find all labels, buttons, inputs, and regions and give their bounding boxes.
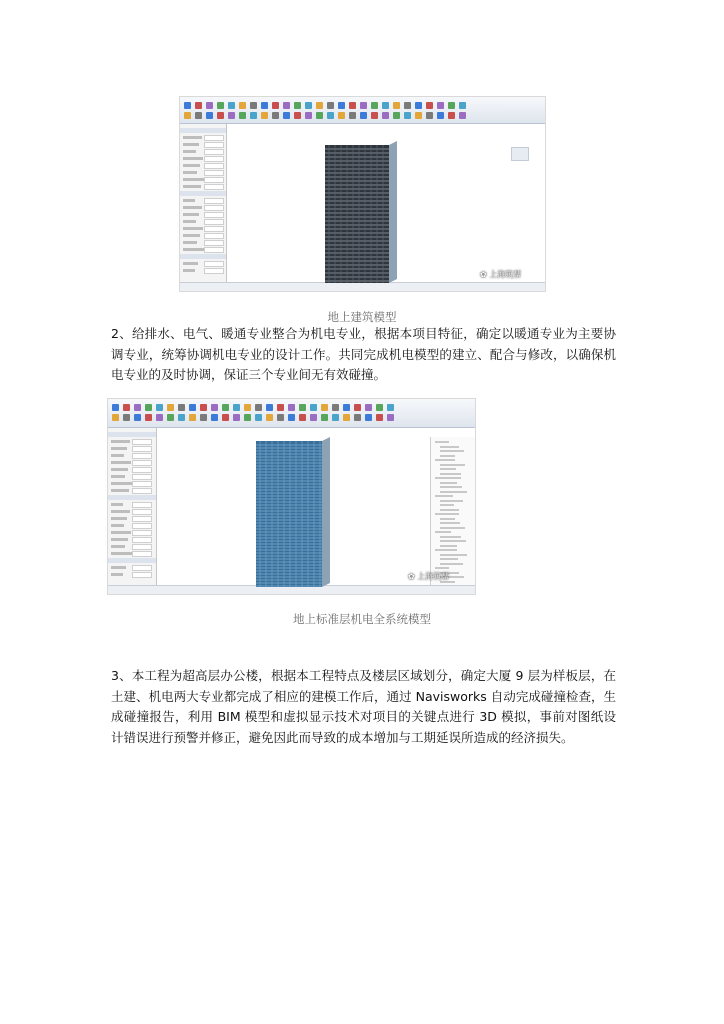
toolbar-tool-icon[interactable]: [321, 414, 328, 421]
property-group-header: [180, 191, 226, 196]
toolbar-tool-icon[interactable]: [415, 112, 422, 119]
property-group-header: [108, 432, 156, 437]
property-label: [111, 475, 125, 478]
toolbar-tool-icon[interactable]: [327, 102, 334, 109]
toolbar-tool-icon[interactable]: [316, 102, 323, 109]
property-value-field[interactable]: [204, 212, 224, 218]
property-value-field[interactable]: [132, 516, 152, 522]
toolbar-tool-icon[interactable]: [167, 414, 174, 421]
browser-tree-item[interactable]: [435, 477, 461, 479]
toolbar-tool-icon[interactable]: [376, 414, 383, 421]
toolbar-tool-icon[interactable]: [277, 414, 284, 421]
browser-tree-item[interactable]: [435, 459, 455, 461]
toolbar-tool-icon[interactable]: [316, 112, 323, 119]
toolbar-tool-icon[interactable]: [277, 404, 284, 411]
property-group-header: [108, 558, 156, 563]
toolbar-tool-icon[interactable]: [156, 414, 163, 421]
property-label: [111, 517, 127, 520]
toolbar-tool-icon[interactable]: [222, 414, 229, 421]
toolbar-tool-icon[interactable]: [437, 102, 444, 109]
toolbar-tool-icon[interactable]: [365, 404, 372, 411]
browser-tree-item[interactable]: [440, 464, 465, 466]
toolbar-tool-icon[interactable]: [321, 404, 328, 411]
property-value-field[interactable]: [204, 261, 224, 267]
property-label: [111, 531, 131, 534]
browser-tree-item[interactable]: [440, 486, 462, 488]
property-label: [183, 185, 201, 188]
property-value-field[interactable]: [132, 544, 152, 550]
toolbar-tool-icon[interactable]: [459, 112, 466, 119]
toolbar-tool-icon[interactable]: [123, 414, 130, 421]
property-value-field[interactable]: [132, 523, 152, 529]
property-label: [183, 150, 196, 153]
toolbar-tool-icon[interactable]: [288, 414, 295, 421]
toolbar-tool-icon[interactable]: [195, 112, 202, 119]
toolbar-tool-icon[interactable]: [310, 404, 317, 411]
property-label: [183, 136, 202, 139]
toolbar-tool-icon[interactable]: [426, 102, 433, 109]
toolbar-tool-icon[interactable]: [189, 404, 196, 411]
toolbar-tool-icon[interactable]: [354, 404, 361, 411]
toolbar-tool-icon[interactable]: [332, 414, 339, 421]
property-label: [111, 454, 124, 457]
toolbar-tool-icon[interactable]: [343, 414, 350, 421]
property-label: [111, 461, 131, 464]
property-label: [183, 269, 195, 272]
property-value-field[interactable]: [132, 509, 152, 515]
toolbar-tool-icon[interactable]: [272, 112, 279, 119]
toolbar-tool-icon[interactable]: [145, 414, 152, 421]
browser-tree-item[interactable]: [435, 513, 459, 515]
paragraph: 3、本工程为超高层办公楼，根据本工程特点及楼层区域划分，确定大厦 9 层为样板层，在土建、机电两大专业都完成了相应的建模工作后，通过 Navisworks 自动完成碰撞检查，生成碰撞报告，利用 BIM 模型和虚拟显示技术对项目的关键点进行 3D 模拟，事前对图纸设计错误进行预警并修正，避免因此而导致的成本增加与工期延误所造成的经济损失。: [111, 668, 616, 745]
property-value-field[interactable]: [204, 177, 224, 183]
property-label: [111, 489, 129, 492]
toolbar-tool-icon[interactable]: [250, 102, 257, 109]
property-label: [111, 447, 127, 450]
status-bar: [180, 282, 545, 291]
toolbar-tool-icon[interactable]: [305, 102, 312, 109]
browser-tree-item[interactable]: [435, 441, 449, 443]
property-value-field[interactable]: [132, 551, 152, 557]
properties-panel: [108, 428, 157, 586]
browser-tree-item[interactable]: [440, 558, 458, 560]
property-value-field[interactable]: [132, 488, 152, 494]
toolbar-tool-icon[interactable]: [112, 414, 119, 421]
toolbar-tool-icon[interactable]: [178, 414, 185, 421]
toolbar-tool-icon[interactable]: [338, 112, 345, 119]
toolbar-tool-icon[interactable]: [217, 102, 224, 109]
toolbar-tool-icon[interactable]: [283, 112, 290, 119]
property-label: [183, 227, 203, 230]
property-label: [183, 234, 200, 237]
property-label: [183, 164, 200, 167]
toolbar-tool-icon[interactable]: [448, 102, 455, 109]
property-group-header: [108, 495, 156, 500]
browser-tree-item[interactable]: [440, 509, 459, 511]
toolbar-tool-icon[interactable]: [250, 112, 257, 119]
property-label: [111, 573, 123, 576]
toolbar-tool-icon[interactable]: [437, 112, 444, 119]
toolbar-tool-icon[interactable]: [349, 102, 356, 109]
property-value-field[interactable]: [204, 184, 224, 190]
toolbar-tool-icon[interactable]: [233, 404, 240, 411]
toolbar-tool-icon[interactable]: [371, 102, 378, 109]
toolbar-tool-icon[interactable]: [299, 414, 306, 421]
toolbar-tool-icon[interactable]: [184, 102, 191, 109]
watermark: ✿ 上海筑帮: [480, 270, 522, 279]
toolbar-tool-icon[interactable]: [211, 414, 218, 421]
toolbar-tool-icon[interactable]: [217, 112, 224, 119]
building-tower-model: [256, 437, 330, 587]
view-cube-icon: [511, 147, 529, 161]
toolbar-tool-icon[interactable]: [244, 414, 251, 421]
browser-tree-item[interactable]: [440, 518, 455, 520]
toolbar-tool-icon[interactable]: [266, 404, 273, 411]
property-value-field[interactable]: [132, 467, 152, 473]
software-ribbon-toolbar: [180, 97, 545, 124]
property-label: [111, 538, 128, 541]
property-label: [111, 503, 123, 506]
toolbar-tool-icon[interactable]: [426, 112, 433, 119]
property-value-field[interactable]: [204, 156, 224, 162]
property-value-field[interactable]: [204, 135, 224, 141]
property-label: [183, 143, 199, 146]
toolbar-tool-icon[interactable]: [360, 102, 367, 109]
toolbar-tool-icon[interactable]: [393, 102, 400, 109]
toolbar-tool-icon[interactable]: [404, 112, 411, 119]
property-value-field[interactable]: [132, 530, 152, 536]
toolbar-tool-icon[interactable]: [206, 112, 213, 119]
property-label: [111, 482, 132, 485]
browser-tree-item[interactable]: [440, 504, 454, 506]
toolbar-tool-icon[interactable]: [228, 112, 235, 119]
browser-tree-item[interactable]: [440, 554, 467, 556]
toolbar-tool-icon[interactable]: [371, 112, 378, 119]
toolbar-tool-icon[interactable]: [200, 404, 207, 411]
property-value-field[interactable]: [132, 453, 152, 459]
figure-architecture-model-screenshot: [179, 96, 546, 292]
toolbar-tool-icon[interactable]: [448, 112, 455, 119]
browser-tree-item[interactable]: [440, 545, 457, 547]
property-label: [183, 171, 197, 174]
browser-tree-item[interactable]: [440, 450, 464, 452]
toolbar-tool-icon[interactable]: [206, 102, 213, 109]
property-value-field[interactable]: [132, 474, 152, 480]
property-value-field[interactable]: [204, 226, 224, 232]
browser-tree-item[interactable]: [435, 495, 453, 497]
toolbar-tool-icon[interactable]: [134, 404, 141, 411]
property-value-field[interactable]: [132, 439, 152, 445]
property-label: [111, 510, 130, 513]
toolbar-tool-icon[interactable]: [376, 404, 383, 411]
toolbar-tool-icon[interactable]: [393, 112, 400, 119]
toolbar-tool-icon[interactable]: [294, 112, 301, 119]
browser-tree-item[interactable]: [440, 468, 456, 470]
toolbar-tool-icon[interactable]: [266, 414, 273, 421]
properties-panel: [180, 124, 227, 283]
property-label: [111, 545, 125, 548]
toolbar-tool-icon[interactable]: [184, 112, 191, 119]
toolbar-tool-icon[interactable]: [123, 404, 130, 411]
toolbar-tool-icon[interactable]: [200, 414, 207, 421]
property-label: [183, 178, 204, 181]
toolbar-tool-icon[interactable]: [272, 102, 279, 109]
paragraph: 2、给排水、电气、暖通专业整合为机电专业，根据本项目特征，确定以暖通专业为主要协调专业，统筹协调机电专业的设计工作。共同完成机电模型的建立、配合与修改，以确保机电专业的及时协调，保证三个专业间无有效碰撞。: [111, 326, 616, 382]
toolbar-tool-icon[interactable]: [228, 102, 235, 109]
browser-tree-item[interactable]: [435, 549, 457, 551]
toolbar-tool-icon[interactable]: [404, 102, 411, 109]
browser-tree-item[interactable]: [440, 522, 460, 524]
property-value-field[interactable]: [132, 537, 152, 543]
property-value-field[interactable]: [204, 268, 224, 274]
browser-tree-item[interactable]: [440, 527, 465, 529]
property-label: [111, 468, 128, 471]
browser-tree-item[interactable]: [440, 540, 466, 542]
watermark-logo-icon: ✿: [408, 572, 418, 581]
property-value-field[interactable]: [132, 565, 152, 571]
toolbar-tool-icon[interactable]: [244, 404, 251, 411]
toolbar-tool-icon[interactable]: [288, 404, 295, 411]
property-value-field[interactable]: [204, 247, 224, 253]
property-value-field[interactable]: [132, 572, 152, 578]
toolbar-tool-icon[interactable]: [360, 112, 367, 119]
toolbar-tool-icon[interactable]: [283, 102, 290, 109]
property-label: [111, 552, 132, 555]
software-ribbon-toolbar: [108, 399, 475, 428]
property-group-header: [180, 254, 226, 259]
property-label: [183, 206, 202, 209]
toolbar-tool-icon[interactable]: [211, 404, 218, 411]
browser-tree-item[interactable]: [435, 531, 451, 533]
toolbar-tool-icon[interactable]: [387, 404, 394, 411]
toolbar-tool-icon[interactable]: [332, 404, 339, 411]
property-value-field[interactable]: [204, 219, 224, 225]
property-label: [111, 566, 126, 569]
figure-caption: 地上标准层机电全系统模型: [293, 612, 431, 626]
property-value-field[interactable]: [204, 142, 224, 148]
toolbar-tool-icon[interactable]: [415, 102, 422, 109]
browser-tree-item[interactable]: [440, 563, 463, 565]
property-value-field[interactable]: [204, 149, 224, 155]
property-value-field[interactable]: [132, 460, 152, 466]
toolbar-tool-icon[interactable]: [261, 102, 268, 109]
toolbar-tool-icon[interactable]: [365, 414, 372, 421]
toolbar-tool-icon[interactable]: [178, 404, 185, 411]
property-label: [183, 199, 195, 202]
watermark: ✿ 上海筑帮: [408, 572, 450, 581]
toolbar-tool-icon[interactable]: [261, 112, 268, 119]
toolbar-tool-icon[interactable]: [222, 404, 229, 411]
browser-tree-item[interactable]: [440, 473, 461, 475]
toolbar-tool-icon[interactable]: [112, 404, 119, 411]
browser-tree-item[interactable]: [440, 482, 457, 484]
browser-tree-item[interactable]: [440, 500, 463, 502]
toolbar-tool-icon[interactable]: [195, 102, 202, 109]
toolbar-tool-icon[interactable]: [299, 404, 306, 411]
toolbar-tool-icon[interactable]: [255, 414, 262, 421]
property-value-field[interactable]: [132, 481, 152, 487]
property-label: [183, 213, 199, 216]
toolbar-tool-icon[interactable]: [310, 414, 317, 421]
toolbar-tool-icon[interactable]: [134, 414, 141, 421]
browser-tree-item[interactable]: [440, 491, 467, 493]
figure-mep-model-screenshot: [107, 398, 476, 595]
project-browser-panel: [430, 437, 475, 586]
property-value-field[interactable]: [204, 205, 224, 211]
property-value-field[interactable]: [204, 170, 224, 176]
property-group-header: [180, 128, 226, 133]
browser-tree-item[interactable]: [440, 455, 455, 457]
property-value-field[interactable]: [204, 163, 224, 169]
toolbar-tool-icon[interactable]: [387, 414, 394, 421]
property-value-field[interactable]: [132, 446, 152, 452]
building-tower-model: [325, 141, 397, 283]
watermark-logo-icon: ✿: [480, 270, 490, 279]
toolbar-tool-icon[interactable]: [305, 112, 312, 119]
browser-tree-item[interactable]: [440, 446, 459, 448]
toolbar-tool-icon[interactable]: [349, 112, 356, 119]
toolbar-tool-icon[interactable]: [239, 112, 246, 119]
toolbar-tool-icon[interactable]: [382, 102, 389, 109]
toolbar-tool-icon[interactable]: [233, 414, 240, 421]
toolbar-tool-icon[interactable]: [294, 102, 301, 109]
property-label: [183, 241, 197, 244]
browser-tree-item[interactable]: [440, 536, 461, 538]
property-label: [183, 248, 204, 251]
browser-tree-item[interactable]: [435, 567, 449, 569]
toolbar-tool-icon[interactable]: [343, 404, 350, 411]
toolbar-tool-icon[interactable]: [255, 404, 262, 411]
toolbar-tool-icon[interactable]: [327, 112, 334, 119]
property-value-field[interactable]: [204, 233, 224, 239]
property-label: [183, 220, 196, 223]
property-label: [183, 262, 198, 265]
toolbar-tool-icon[interactable]: [382, 112, 389, 119]
toolbar-tool-icon[interactable]: [338, 102, 345, 109]
property-value-field[interactable]: [204, 240, 224, 246]
toolbar-tool-icon[interactable]: [354, 414, 361, 421]
toolbar-tool-icon[interactable]: [145, 404, 152, 411]
figure-caption: 地上建筑模型: [327, 310, 397, 324]
toolbar-tool-icon[interactable]: [167, 404, 174, 411]
property-value-field[interactable]: [204, 198, 224, 204]
toolbar-tool-icon[interactable]: [156, 404, 163, 411]
property-label: [111, 524, 124, 527]
toolbar-tool-icon[interactable]: [189, 414, 196, 421]
property-label: [183, 157, 203, 160]
property-label: [111, 440, 130, 443]
toolbar-tool-icon[interactable]: [459, 102, 466, 109]
property-value-field[interactable]: [132, 502, 152, 508]
toolbar-tool-icon[interactable]: [239, 102, 246, 109]
